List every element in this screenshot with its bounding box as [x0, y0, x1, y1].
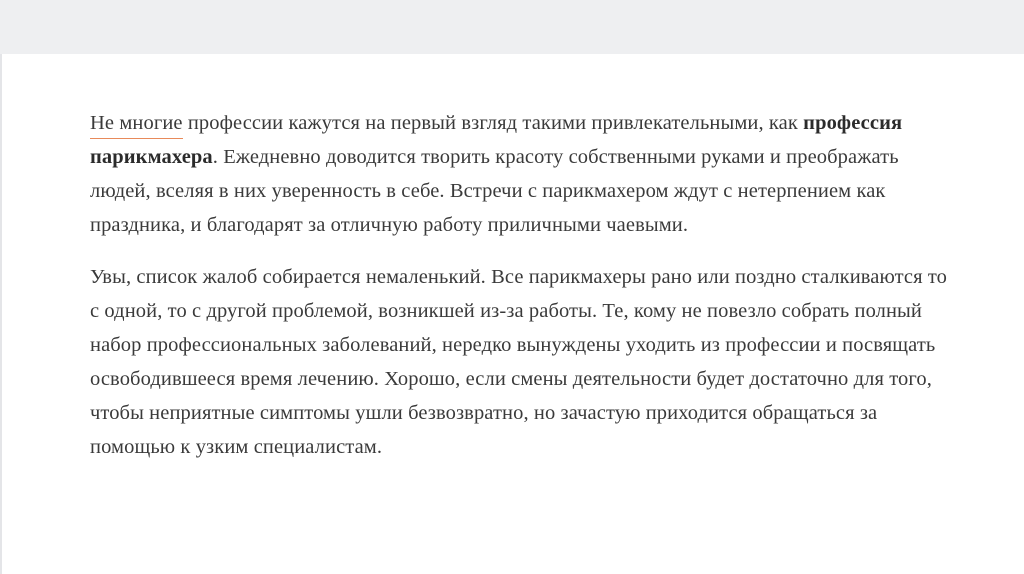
article-link[interactable] [90, 106, 183, 140]
left-edge [0, 54, 2, 574]
paragraph-1 [90, 106, 950, 242]
paragraph-1-text-a: профессии кажутся на первый взгляд такими привлекательными, как [182, 112, 804, 134]
bold-phrase: профессия парикмахера [90, 112, 903, 168]
top-band [0, 0, 1024, 54]
article-body [90, 106, 950, 464]
article-link-text: Не многие [90, 112, 183, 134]
link-underline [90, 138, 183, 139]
paragraph-2: Увы, список жалоб собирается немаленький. Все парикмахеры рано или поздно сталкиваются то с одной, то с другой проблемой, возникшей из-за работы. Те, кому не повезло собрать полный набор профессиональных заболеваний, нередко вынуждены уходить из профессии и посвящать освободившееся время лечению. Хорошо, если смены деятельности будет достаточно для того, чтобы неприятные симптомы ушли безвозвратно, но зачастую приходится обращаться за помощью к узким специалистам. [90, 266, 948, 458]
paragraph-1-text-b: . Ежедневно доводится творить красоту собственными руками и преображать людей, вселяя в них уверенность в себе. Встречи с парикмахером ждут с нетерпением как праздника, и благодарят за отличную работу приличными чаевыми. [90, 146, 899, 236]
